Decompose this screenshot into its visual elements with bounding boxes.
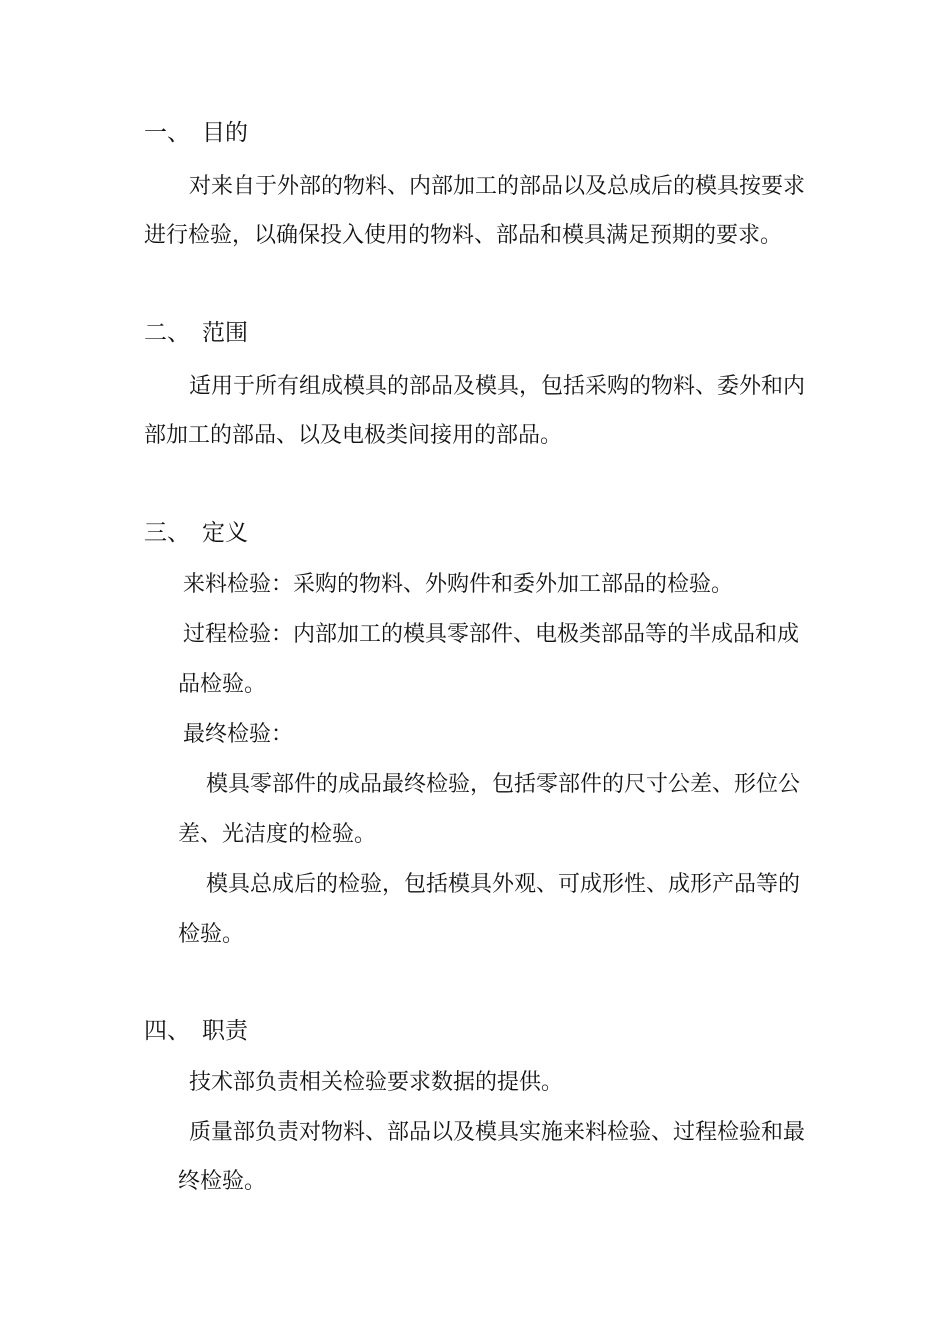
paragraph-line: 模具总成后的检验，包括模具外观、可成形性、成形产品等的: [206, 872, 801, 897]
section-number: 三、: [144, 520, 190, 546]
paragraph-line: 进行检验，以确保投入使用的物料、部品和模具满足预期的要求。: [144, 223, 783, 248]
paragraph-line: 部加工的部品、以及电极类间接用的部品。: [144, 423, 563, 448]
section-title: 职责: [202, 1018, 248, 1044]
paragraph-line: 质量部负责对物料、部品以及模具实施来料检验、过程检验和最: [189, 1120, 806, 1145]
paragraph-line: 对来自于外部的物料、内部加工的部品以及总成后的模具按要求: [189, 174, 806, 199]
section-title: 范围: [202, 320, 248, 346]
definition-incoming: 来料检验：采购的物料、外购件和委外加工部品的检验。: [183, 572, 734, 597]
section-title: 定义: [202, 520, 248, 546]
section-number: 四、: [144, 1018, 190, 1044]
definition-process: 过程检验：内部加工的模具零部件、电极类部品等的半成品和成: [183, 622, 800, 647]
section-heading-1: [144, 118, 248, 148]
paragraph-line: 差、光洁度的检验。: [178, 822, 377, 847]
section-heading-4: [144, 1016, 248, 1046]
paragraph-line: 终检验。: [178, 1169, 267, 1194]
definition-final: 最终检验：: [183, 722, 294, 747]
section-heading-2: [144, 318, 248, 348]
paragraph-line: 技术部负责相关检验要求数据的提供。: [189, 1070, 564, 1095]
section-title: 目的: [202, 120, 248, 146]
paragraph-line: 品检验。: [178, 672, 267, 697]
paragraph-line: 检验。: [178, 922, 245, 947]
section-number: 二、: [144, 320, 190, 346]
section-number: 一、: [144, 120, 190, 146]
section-heading-3: [144, 518, 248, 548]
paragraph-line: 模具零部件的成品最终检验，包括零部件的尺寸公差、形位公: [206, 772, 801, 797]
paragraph-line: 适用于所有组成模具的部品及模具，包括采购的物料、委外和内: [189, 374, 806, 399]
